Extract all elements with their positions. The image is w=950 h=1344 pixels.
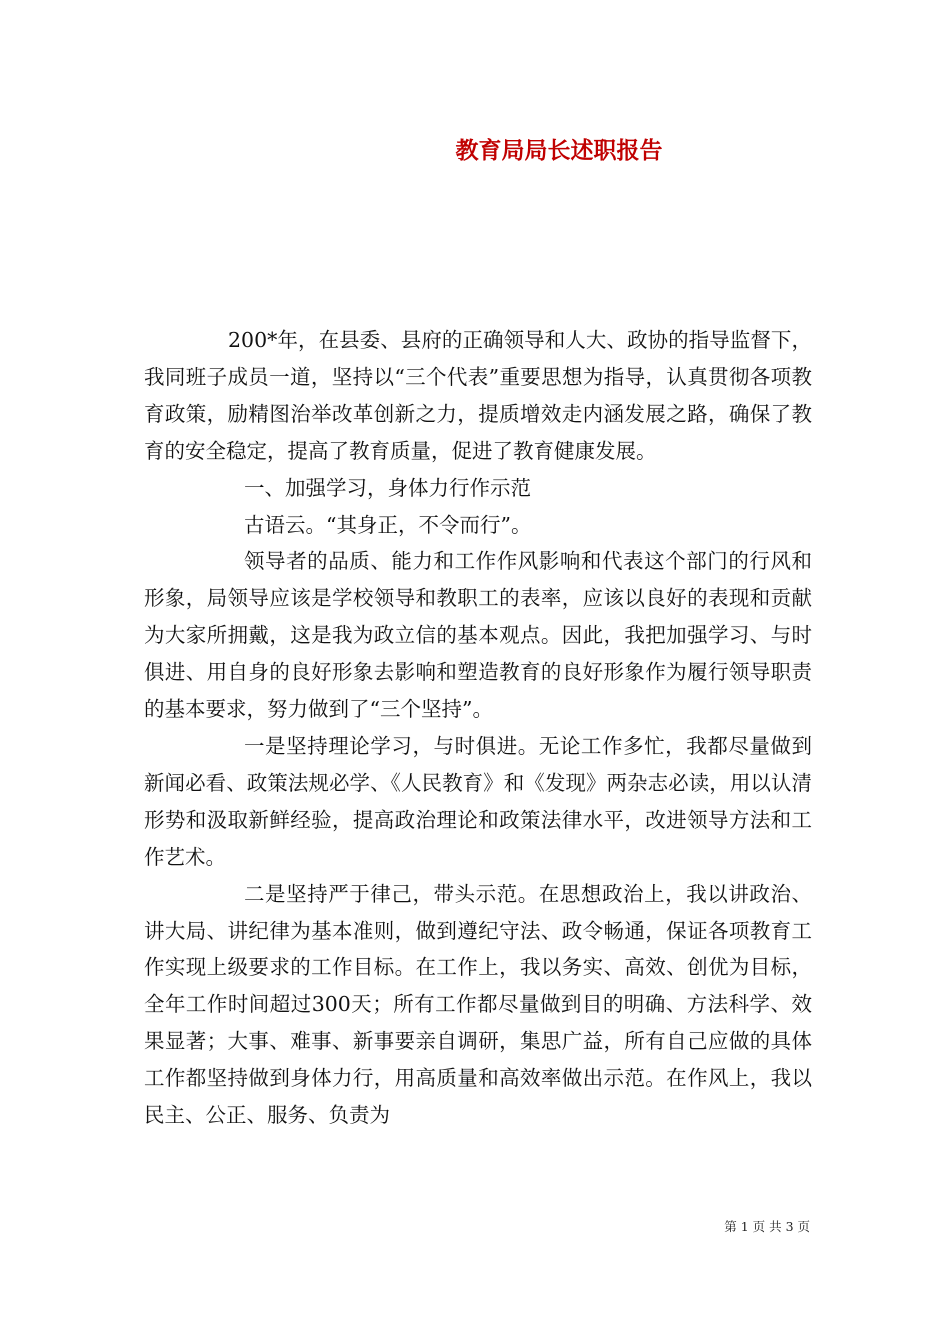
document-body [144,322,812,1134]
paragraph-theory-study: 一是坚持理论学习，与时俱进。无论工作多忙，我都尽量做到新闻必看、政策法规必学、《人民教育》和《发现》两杂志必读，用以认清形势和汲取新鲜经验，提高政治理论和政策法律水平，改进领导方法和工作艺术。 [144,733,812,869]
paragraph-self-discipline: 二是坚持严于律己，带头示范。在思想政治上，我以讲政治、讲大局、讲纪律为基本准则，做到遵纪守法、政令畅通，保证各项教育工作实现上级要求的工作目标。在工作上，我以务实、高效、创优为目标，全年工作时间超过300天；所有工作都尽量做到目的明确、方法科学、效果显著；大事、难事、新事要亲自调研，集思广益，所有自己应做的具体工作都坚持做到身体力行，用高质量和高效率做出示范。在作风上，我以民主、公正、服务、负责为 [144,881,812,1128]
section-heading-1: 一、加强学习，身体力行作示范 [244,475,531,500]
paragraph-quote: 古语云。“其身正，不令而行”。 [244,512,532,537]
page-number-footer: 第 1 页 共 3 页 [724,1219,810,1234]
document-title: 教育局局长述职报告 [455,137,663,164]
paragraph-intro: 200*年，在县委、县府的正确领导和人大、政协的指导监督下，我同班子成员一道，坚持以“三个代表”重要思想为指导，认真贯彻各项教育政策，励精图治举改革创新之力，提质增效走内涵发展之路，确保了教育的安全稳定，提高了教育质量，促进了教育健康发展。 [144,328,812,463]
paragraph-leadership: 领导者的品质、能力和工作作风影响和代表这个部门的行风和形象，局领导应该是学校领导和教职工的表率，应该以良好的表现和贡献为大家所拥戴，这是我为政立信的基本观点。因此，我把加强学习、与时俱进、用自身的良好形象去影响和塑造教育的良好形象作为履行领导职责的基本要求，努力做到了“三个坚持”。 [144,549,812,722]
